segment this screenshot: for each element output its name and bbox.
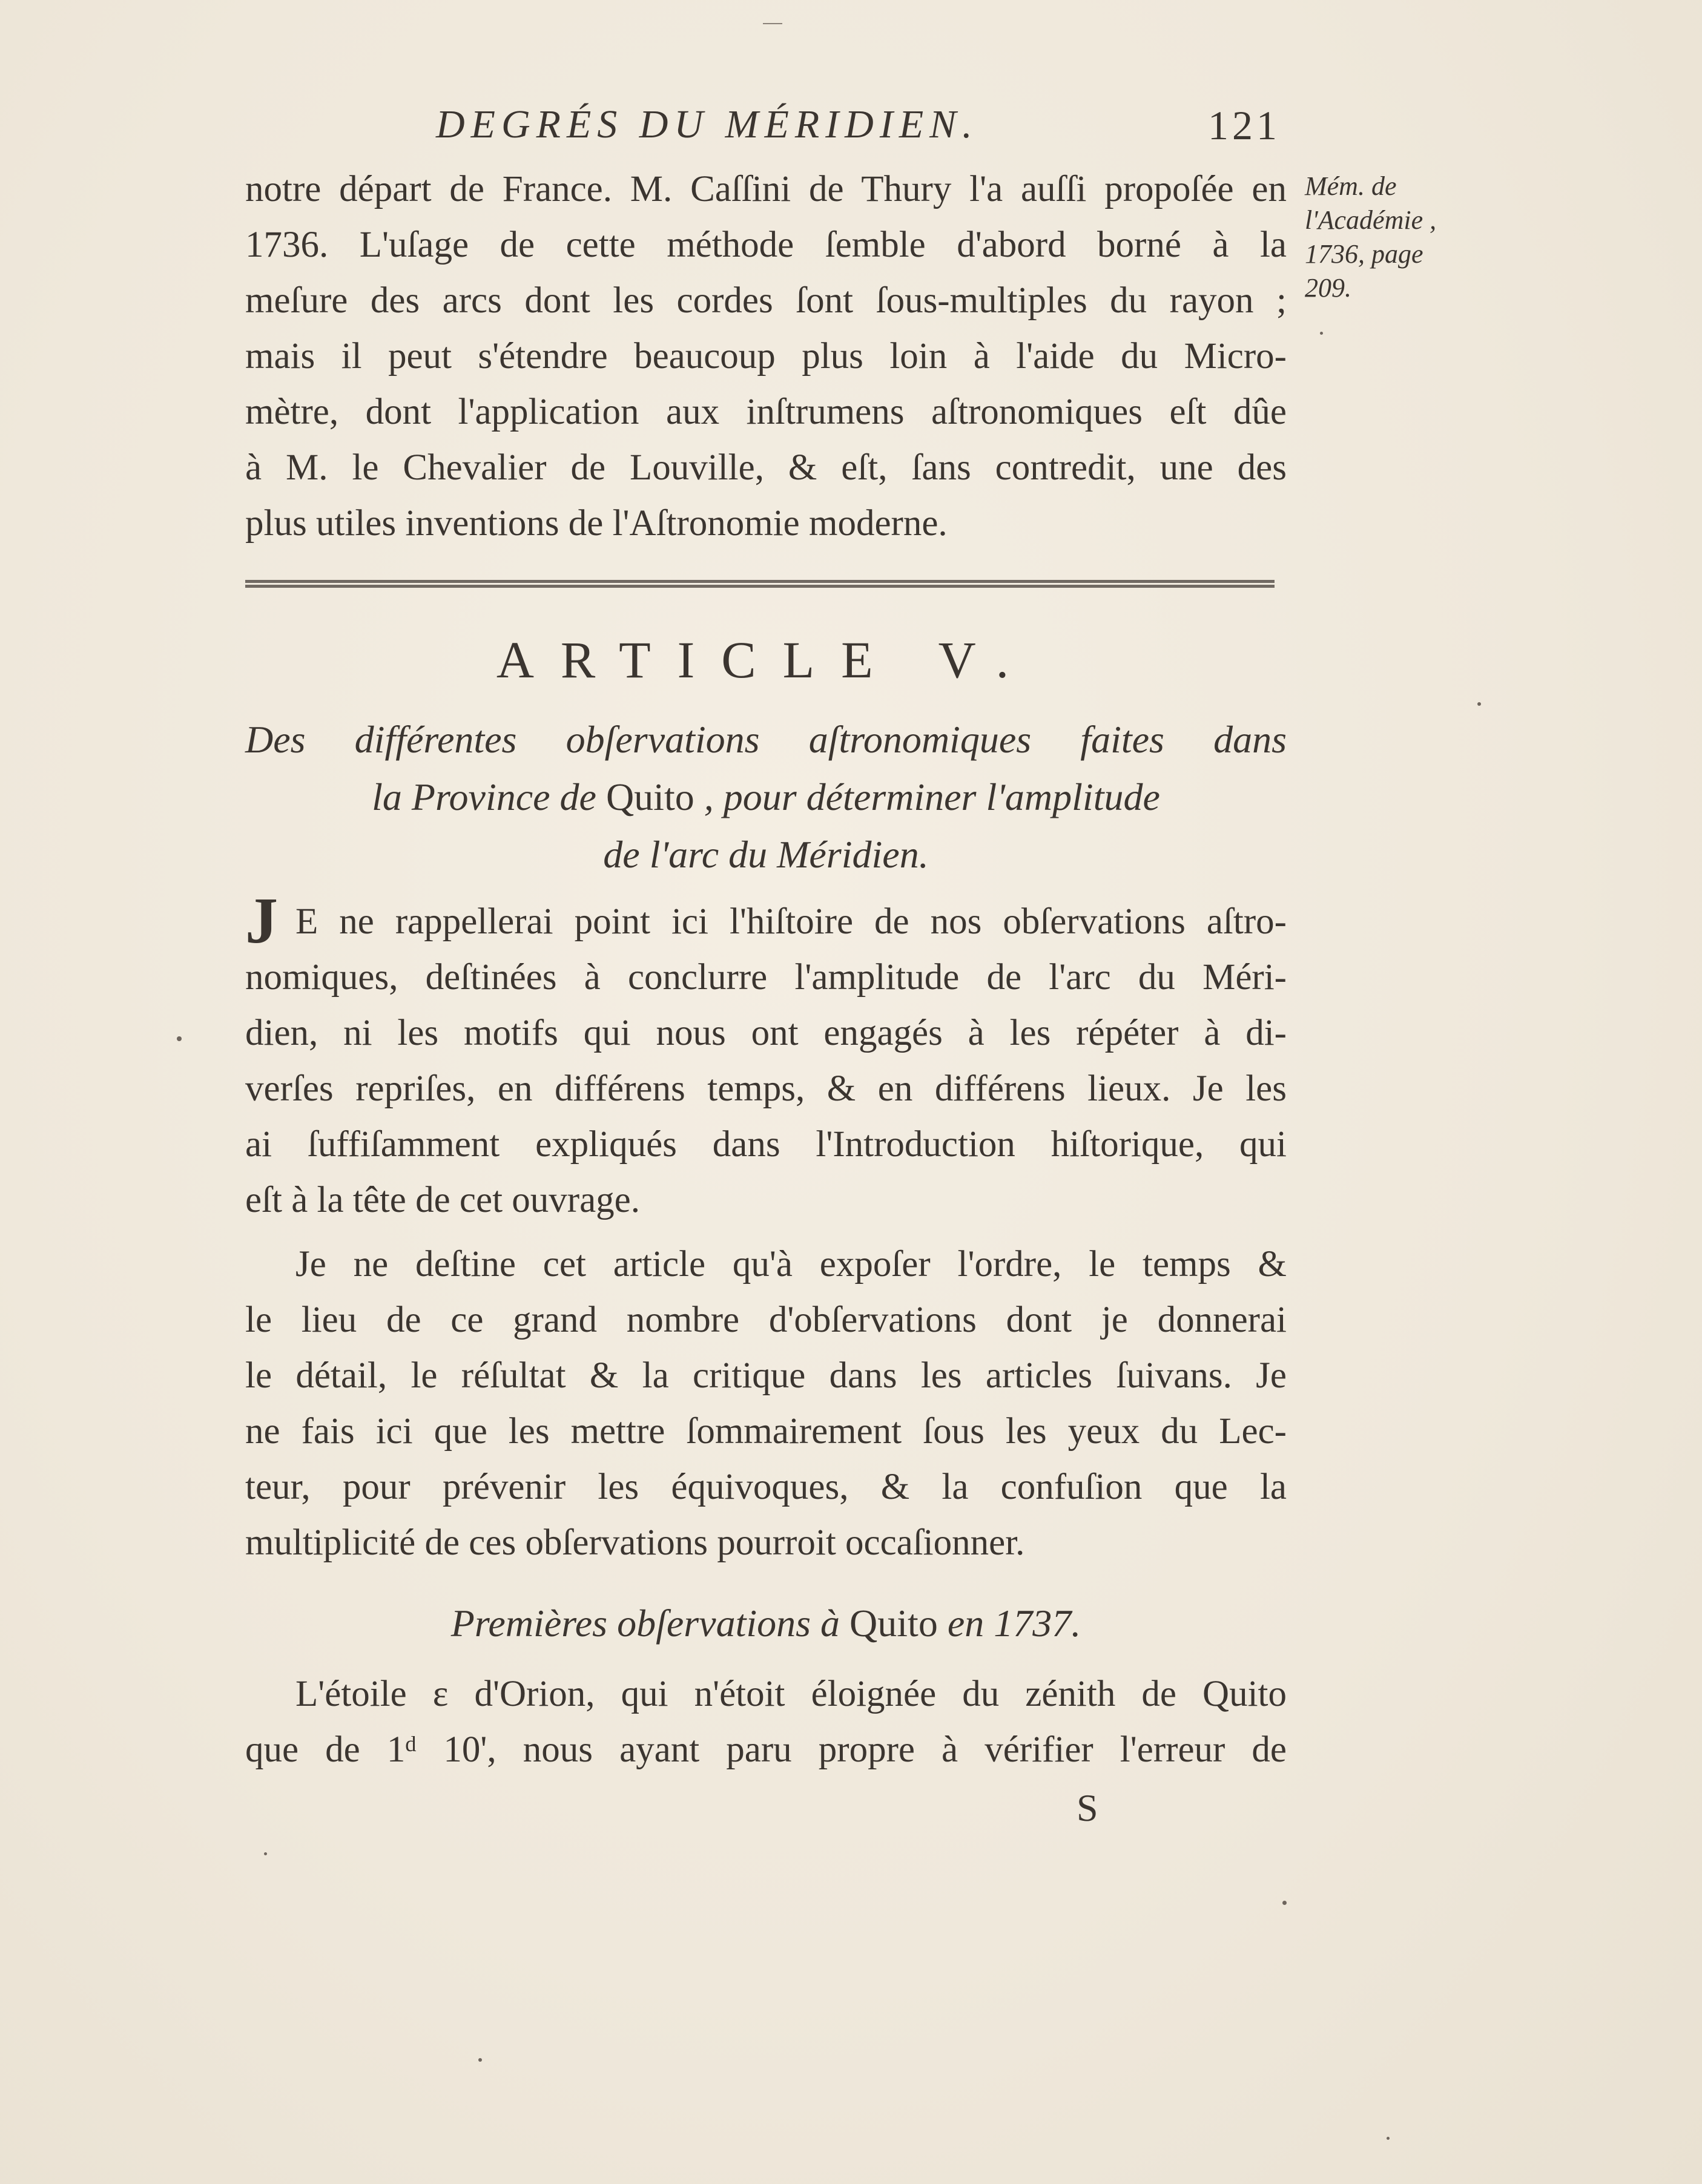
drop-cap: J (245, 885, 278, 957)
margin-note-line-4: 209. (1305, 273, 1351, 303)
text-line: E ne rappellerai point ici l'hiſtoire de nos obſervations aſtro- (295, 901, 1287, 942)
text-line: multiplicité de ces obſervations pourroit occaſionner. (245, 1522, 1025, 1563)
text-line: mètre, dont l'application aux inſtrumens aſtronomiques eſt dûe (245, 392, 1287, 432)
paper-speck (1387, 2137, 1390, 2140)
text-line: ne fais ici que les mettre ſommairement ſous les yeux du Lec- (245, 1411, 1287, 1452)
paper-speck (1282, 1901, 1287, 1905)
subtitle-line-1: Des différentes obſervations aſtronomiques faites dans (245, 718, 1287, 761)
top-dash (763, 23, 782, 24)
double-rule-divider (245, 580, 1275, 588)
paper-speck (1320, 332, 1323, 335)
text-line: 1736. L'uſage de cette méthode ſemble d'abord borné à la (245, 225, 1287, 265)
paper-speck (177, 1036, 182, 1041)
margin-note-line-3: 1736, page (1305, 239, 1423, 269)
text-line: que de 1ᵈ 10', nous ayant paru propre à vérifier l'erreur de (245, 1729, 1287, 1770)
text-line: mais il peut s'étendre beaucoup plus loin à l'aide du Micro- (245, 336, 1287, 377)
margin-note-line-2: l'Académie , (1305, 205, 1437, 235)
subtitle-text: , pour déterminer l'amplitude (704, 775, 1160, 818)
margin-note-line-1: Mém. de (1305, 171, 1397, 201)
heading-text: en 1737. (947, 1602, 1081, 1645)
paper-speck (1477, 702, 1481, 706)
subtitle-text: la Province de (372, 775, 596, 818)
running-header-title: DEGRÉS DU MÉRIDIEN. (436, 102, 978, 146)
text-line: Je ne deſtine cet article qu'à expoſer l'ordre, le temps & (295, 1244, 1287, 1284)
article-title: ARTICLE V. (496, 631, 1036, 689)
text-line: ai ſuffiſamment expliqués dans l'Introduction hiſtorique, qui (245, 1124, 1287, 1165)
text-line: L'étoile ε d'Orion, qui n'étoit éloignée du zénith de Quito (295, 1674, 1287, 1714)
text-line: le lieu de ce grand nombre d'obſervations dont je donnerai (245, 1300, 1287, 1340)
text-line: teur, pour prévenir les équivoques, & la confuſion que la (245, 1467, 1287, 1507)
page-number: 121 (1208, 102, 1281, 148)
paper-speck (264, 1852, 267, 1855)
place-name: Quito (605, 775, 694, 818)
text-line: à M. le Chevalier de Louville, & eſt, ſans contredit, une des (245, 447, 1287, 488)
section-heading (245, 1601, 1287, 1646)
subtitle-line-2 (245, 775, 1287, 820)
heading-text: Premières obſervations à (450, 1602, 840, 1645)
text-line: nomiques, deſtinées à conclurre l'amplitude de l'arc du Méri- (245, 957, 1287, 998)
signature-mark: S (1077, 1786, 1098, 1829)
place-name: Quito (849, 1602, 938, 1645)
text-line: meſure des arcs dont les cordes ſont ſous-multiples du rayon ; (245, 280, 1287, 321)
text-line: eſt à la tête de cet ouvrage. (245, 1180, 640, 1220)
subtitle-line-3: de l'arc du Méridien. (603, 833, 929, 876)
text-line: verſes repriſes, en différens temps, & en différens lieux. Je les (245, 1068, 1287, 1109)
paper-speck (478, 2058, 482, 2062)
text-line: dien, ni les motifs qui nous ont engagés à les répéter à di- (245, 1013, 1287, 1053)
text-line: le détail, le réſultat & la critique dans les articles ſuivans. Je (245, 1355, 1287, 1396)
text-line: notre départ de France. M. Caſſini de Thury l'a auſſi propoſée en (245, 169, 1287, 209)
text-line: plus utiles inventions de l'Aſtronomie moderne. (245, 503, 948, 544)
